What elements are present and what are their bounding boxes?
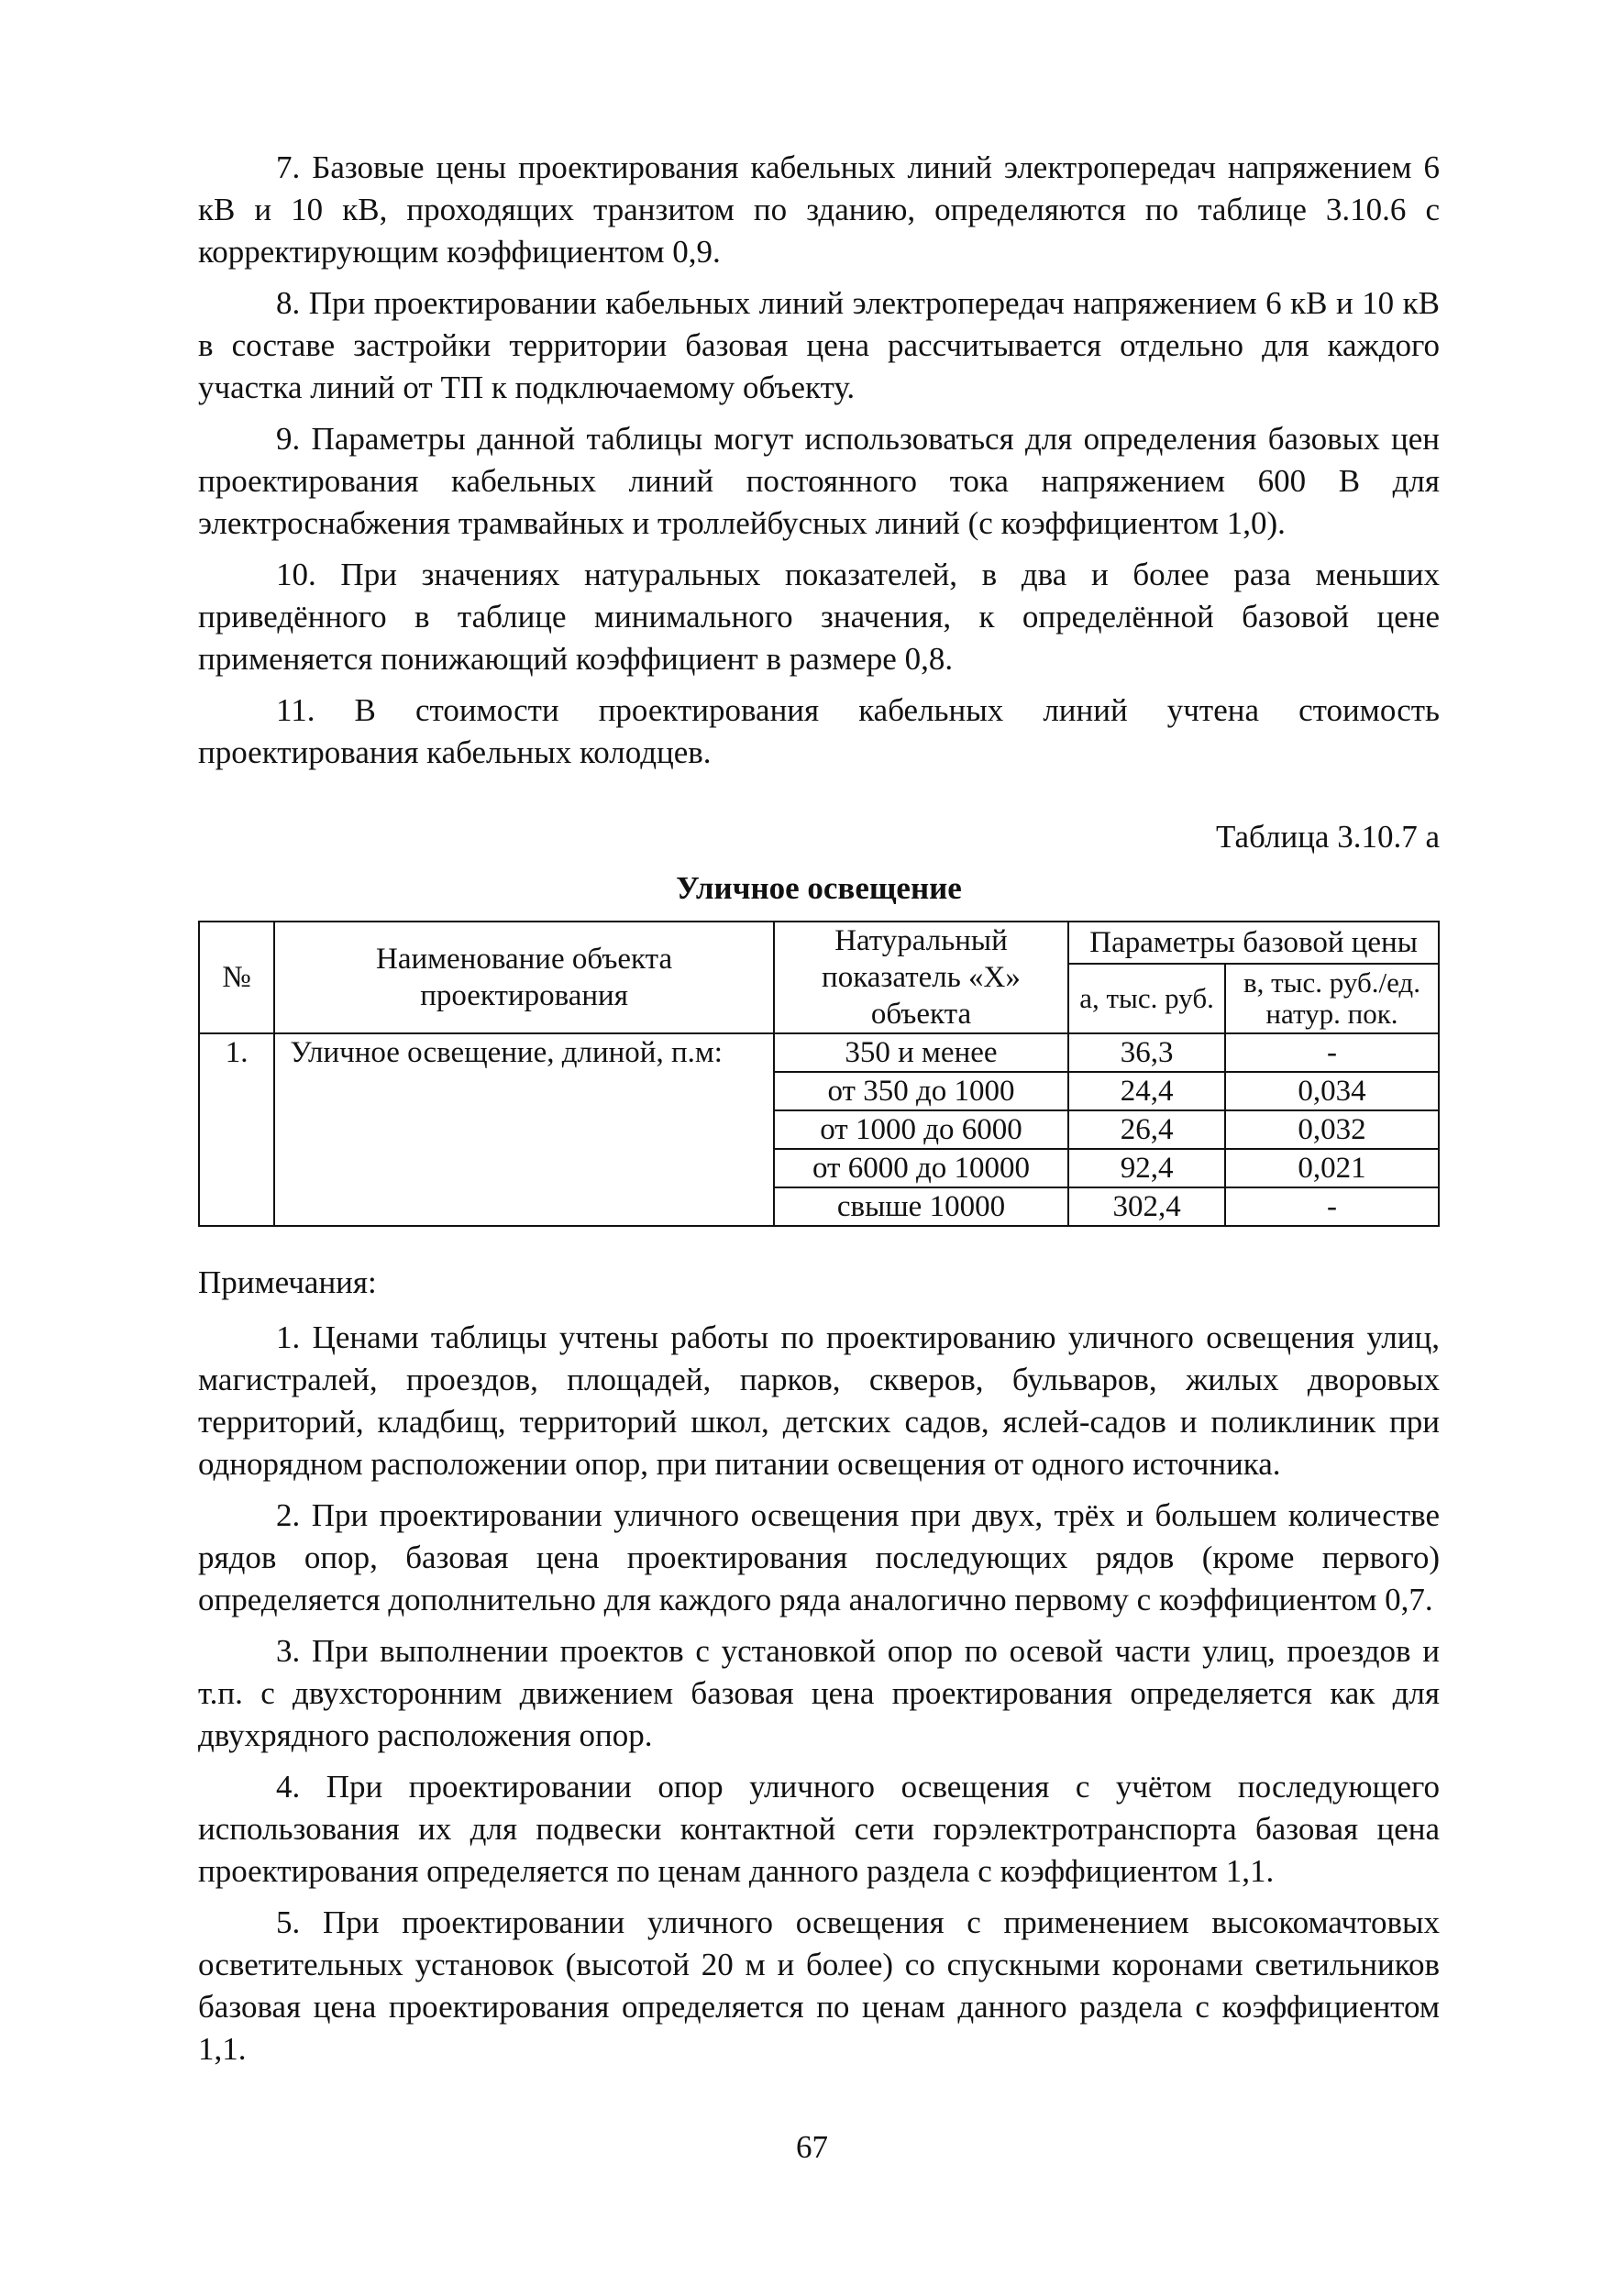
note-4: 4. При проектировании опор уличного освещения с учётом последующего использования их для подвески контактной сети горэлектротранспорта базовая цена проектирования определяется по ценам данного раздела с коэффициентом 1,1. xyxy=(198,1769,1440,1889)
header-name: Наименование объекта проектирования xyxy=(274,922,773,1033)
indicator-cell: свыше 10000 xyxy=(774,1187,1068,1226)
object-name: Уличное освещение, длиной, п.м: xyxy=(274,1033,773,1226)
param-b-cell: 0,032 xyxy=(1225,1110,1439,1149)
header-a: а, тыс. руб. xyxy=(1068,964,1225,1033)
header-params: Параметры базовой цены xyxy=(1068,922,1439,964)
note-1: 1. Ценами таблицы учтены работы по проектированию уличного освещения улиц, магистралей, проездов, площадей, парков, скверов, бульваров, жилых дворовых территорий, кладбищ, территорий школ, детских садов, яслей-садов и поликлиник при однорядном расположении опор, при питании освещения от одного источника. xyxy=(198,1319,1440,1482)
param-a-cell: 26,4 xyxy=(1068,1110,1225,1149)
table-title: Уличное освещение xyxy=(676,870,962,906)
param-b-cell: - xyxy=(1225,1187,1439,1226)
table-header-row xyxy=(199,922,1439,964)
note-3: 3. При выполнении проектов с установкой опор по осевой части улиц, проездов и т.п. с двухсторонним движением базовая цена проектирования определяется как для двухрядного расположения опор. xyxy=(198,1633,1440,1753)
param-a-cell: 36,3 xyxy=(1068,1033,1225,1072)
param-a-cell: 92,4 xyxy=(1068,1149,1225,1187)
object-num: 1. xyxy=(199,1033,274,1226)
indicator-cell: 350 и менее xyxy=(774,1033,1068,1072)
indicator-cell: от 1000 до 6000 xyxy=(774,1110,1068,1149)
notes-title: Примечания: xyxy=(198,1264,377,1300)
paragraph-10: 10. При значениях натуральных показателей, в два и более раза меньших приведённого в таблице минимального значения, к определённой базовой цене применяется понижающий коэффициент в размере 0,8. xyxy=(198,557,1440,677)
paragraph-9: 9. Параметры данной таблицы могут использоваться для определения базовых цен проектирования кабельных линий постоянного тока напряжением 600 В для электроснабжения трамвайных и троллейбусных линий (с коэффициентом 1,0). xyxy=(198,421,1440,541)
param-b-cell: - xyxy=(1225,1033,1439,1072)
header-indicator: Натуральный показатель «X» объекта xyxy=(774,922,1068,1033)
indicator-cell: от 6000 до 10000 xyxy=(774,1149,1068,1187)
street-lighting-table xyxy=(198,921,1440,1227)
note-2: 2. При проектировании уличного освещения при двух, трёх и большем количестве рядов опор, базовая цена проектирования последующих рядов (кроме первого) определяется дополнительно для каждого ряда аналогично первому с коэффициентом 0,7. xyxy=(198,1497,1440,1617)
page-number: 67 xyxy=(796,2129,828,2165)
param-a-cell: 24,4 xyxy=(1068,1072,1225,1110)
header-num: № xyxy=(199,922,274,1033)
param-a-cell: 302,4 xyxy=(1068,1187,1225,1226)
paragraph-11: 11. В стоимости проектирования кабельных линий учтена стоимость проектирования кабельных колодцев. xyxy=(198,692,1440,770)
document-page xyxy=(198,147,1440,2080)
header-b: в, тыс. руб./ед. натур. пок. xyxy=(1225,964,1439,1033)
param-b-cell: 0,021 xyxy=(1225,1149,1439,1187)
table-row xyxy=(199,1033,1439,1072)
param-b-cell: 0,034 xyxy=(1225,1072,1439,1110)
note-5: 5. При проектировании уличного освещения с применением высокомачтовых осветительных установок (высотой 20 м и более) со спускными коронами светильников базовая цена проектирования определяется по ценам данного раздела с коэффициентом 1,1. xyxy=(198,1904,1440,2067)
paragraph-7: 7. Базовые цены проектирования кабельных линий электропередач напряжением 6 кВ и 10 кВ, проходящих транзитом по зданию, определяются по таблице 3.10.6 с корректирующим коэффициентом 0,9. xyxy=(198,149,1440,270)
paragraph-8: 8. При проектировании кабельных линий электропередач напряжением 6 кВ и 10 кВ в составе застройки территории базовая цена рассчитывается отдельно для каждого участка линий от ТП к подключаемому объекту. xyxy=(198,285,1440,405)
indicator-cell: от 350 до 1000 xyxy=(774,1072,1068,1110)
table-caption: Таблица 3.10.7 а xyxy=(1216,819,1440,855)
